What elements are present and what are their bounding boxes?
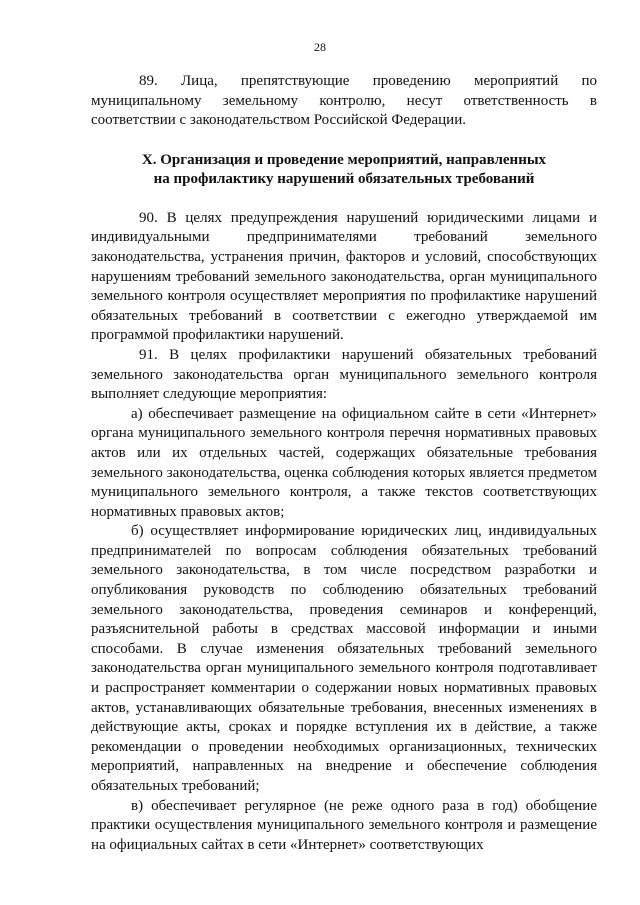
paragraph-91: 91. В целях профилактики нарушений обязательных требований земельного законодательства орган муниципального земельного контроля выполняет следующие мероприятия: (91, 346, 597, 403)
section-heading-line-2: на профилактику нарушений обязательных требований (153, 170, 535, 187)
section-heading-line-1: X. Организация и проведение мероприятий, направленных (141, 151, 547, 168)
list-item-v: в) обеспечивает регулярное (не реже одного раза в год) обобщение практики осуществления муниципального земельного контроля и размещение на официальных сайтах в сети «Интернет» соответствующих (91, 797, 597, 853)
page-number: 28 (314, 40, 326, 54)
list-item-b: б) осуществляет информирование юридических лиц, индивидуальных предпринимателей по вопросам соблюдения обязательных требований земельного законодательства, в том числе посредством разработки и опубликования руководств по соблюдению обязательных требований земельного законодательства, проведения семинаров и конференций, разъяснительной работы в средствах массовой информации и иными способами. В случае изменения обязательных требований земельного законодательства орган муниципального земельного контроля подготавливает и распространяет комментарии о содержании новых нормативных правовых актов, устанавливающих обязательные требования, внесенных изменениях в действующие акты, сроках и порядке вступления их в действие, а также рекомендации о проведении необходимых организационных, технических мероприятий, направленных на внедрение и обеспечение соблюдения обязательных требований; (91, 523, 597, 794)
document-body (91, 72, 597, 855)
paragraph-90: 90. В целях предупреждения нарушений юридическими лицами и индивидуальными предпринимателями требований земельного законодательства, устранения причин, факторов и условий, способствующих нарушениям требований земельного законодательства, орган муниципального земельного контроля осуществляет мероприятия по профилактике нарушений обязательных требований в соответствии с ежегодно утверждаемой им программой профилактики нарушений. (91, 209, 597, 344)
paragraph-89: 89. Лица, препятствующие проведению мероприятий по муниципальному земельному контролю, несут ответственность в соответствии с законодательством Российской Федерации. (91, 73, 597, 129)
list-item-a: а) обеспечивает размещение на официальном сайте в сети «Интернет» органа муниципального земельного контроля перечня нормативных правовых актов или их отдельных частей, содержащих обязательные требования земельного законодательства, оценка соблюдения которых является предметом муниципального земельного контроля, а также текстов соответствующих нормативных правовых актов; (91, 405, 597, 520)
section-heading (91, 151, 597, 189)
